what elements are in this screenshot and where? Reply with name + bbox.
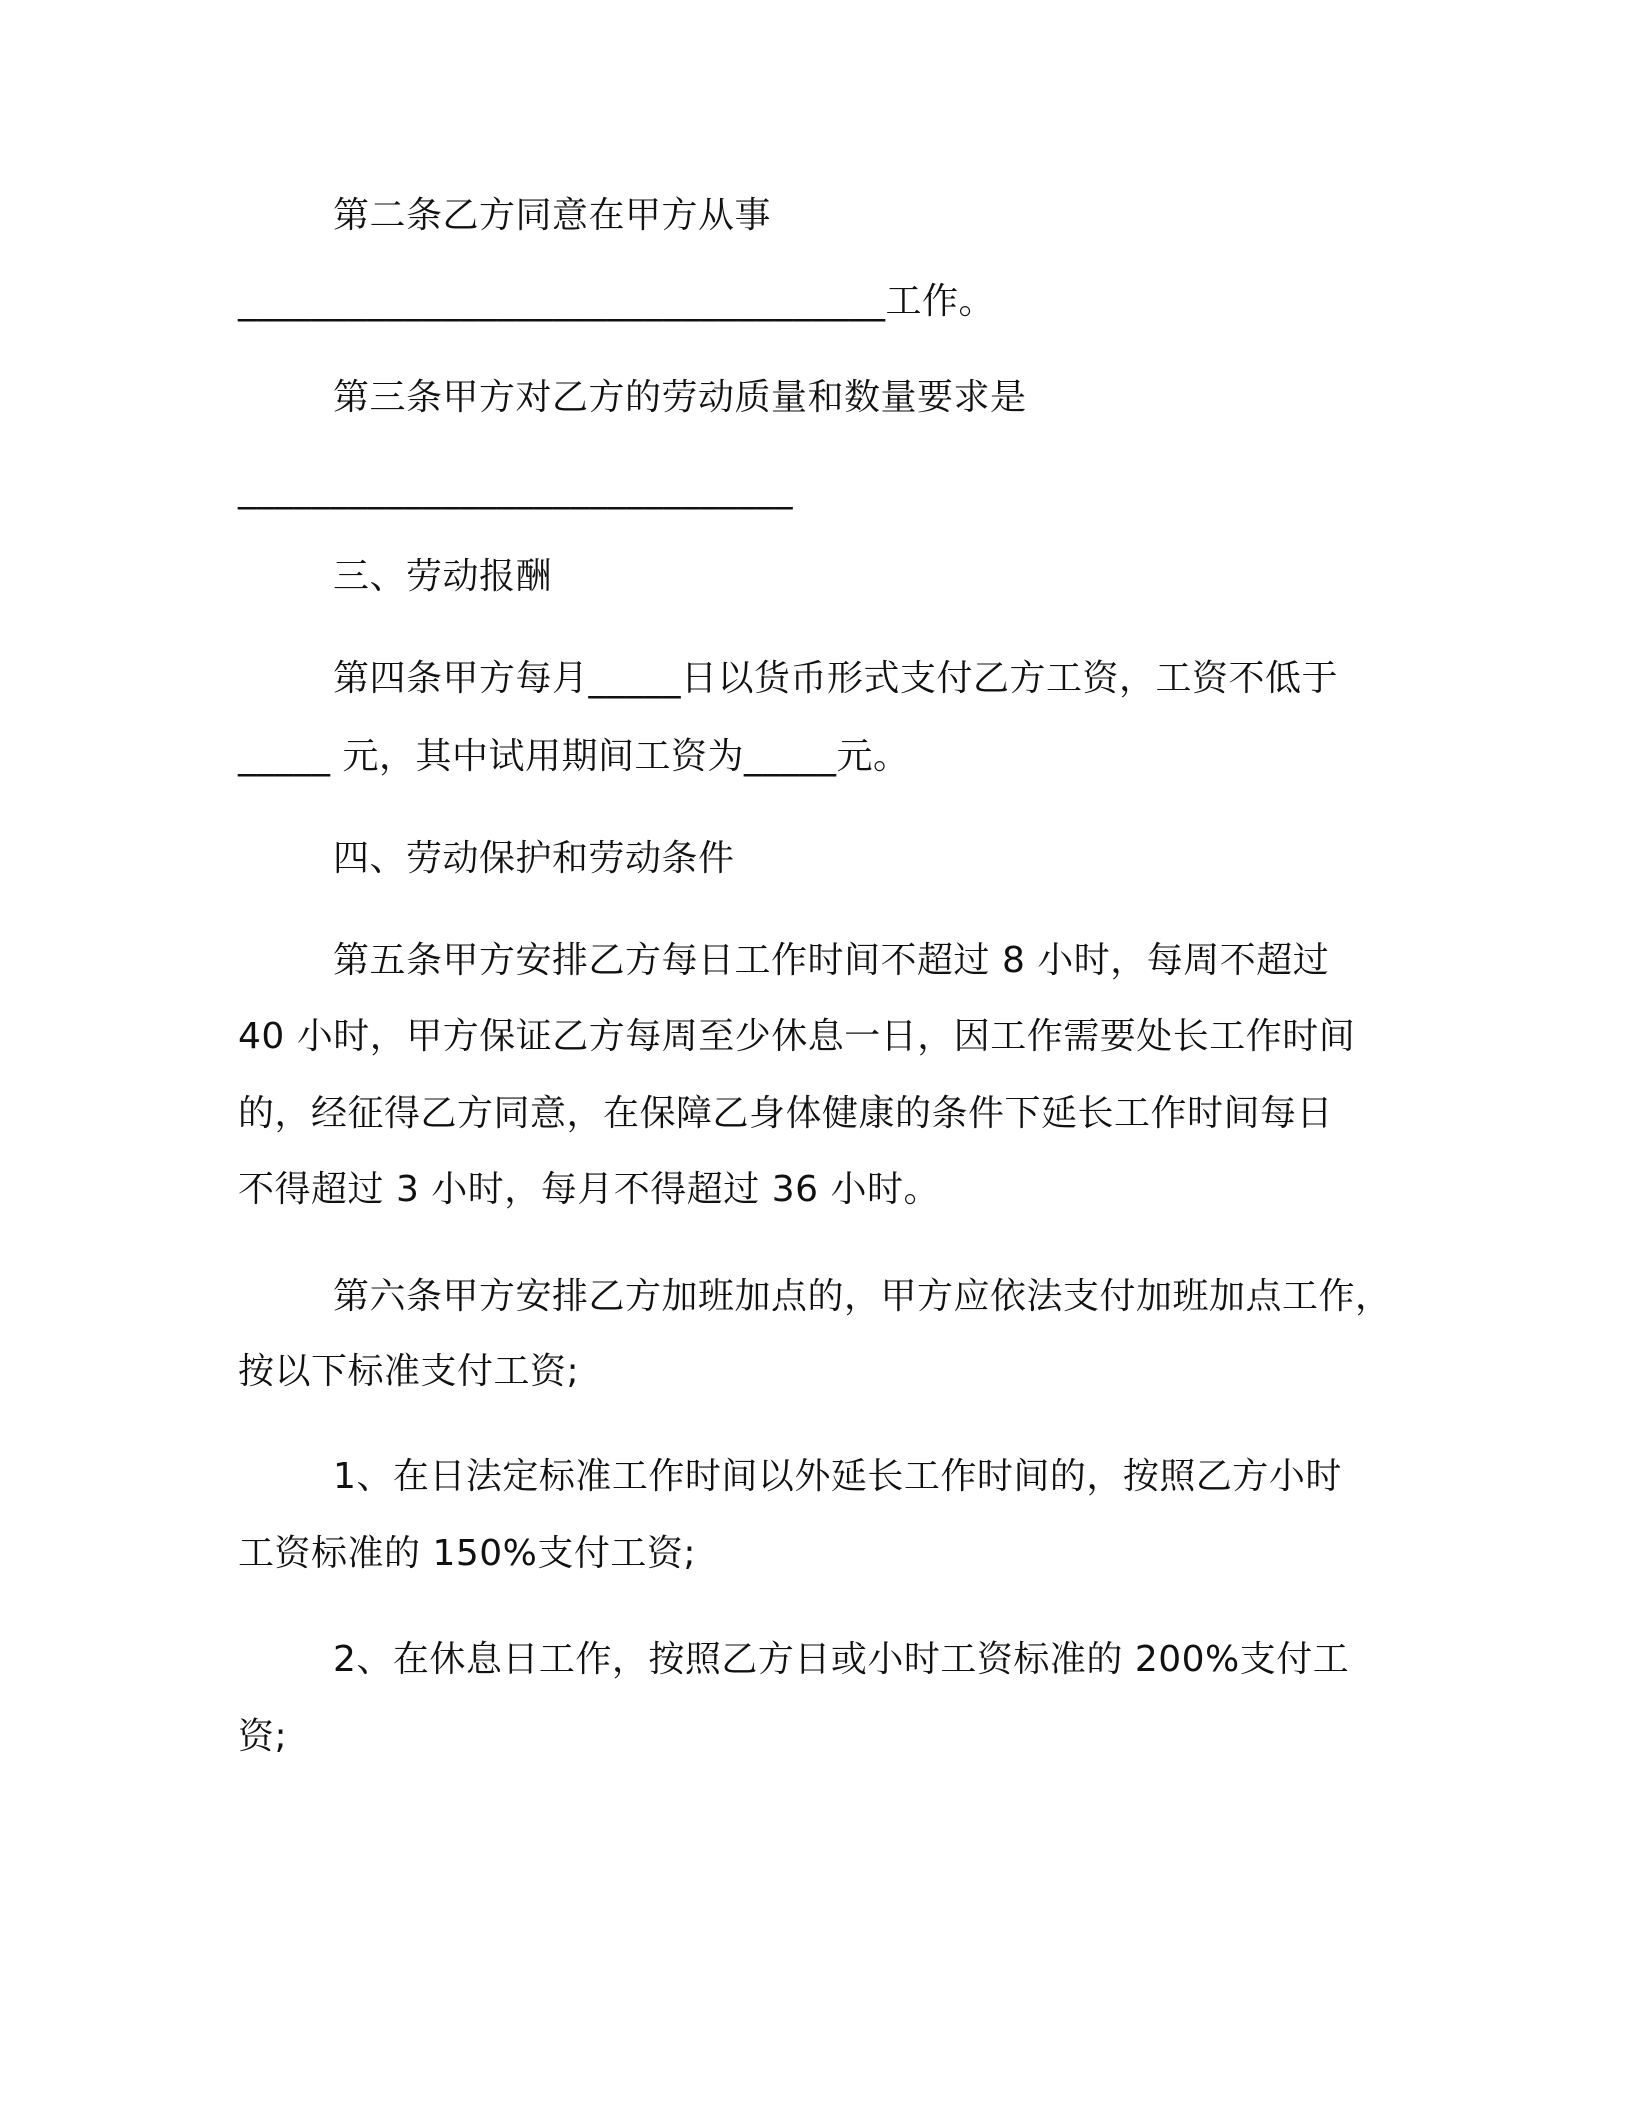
article-6-line-2: 按以下标准支付工资; bbox=[238, 1351, 580, 1392]
item-2-line-1: 2、在休息日工作，按照乙方日或小时工资标准的 200%支付工 bbox=[333, 1639, 1350, 1680]
article-4-line-1: 第四条甲方每月_____日以货币形式支付乙方工资，工资不低于 bbox=[333, 658, 1339, 699]
article-2-blank-line: ___________________________________工作。 bbox=[238, 281, 996, 322]
section-3-heading: 三、劳动报酬 bbox=[333, 556, 553, 597]
item-1-line-1: 1、在日法定标准工作时间以外延长工作时间的，按照乙方小时 bbox=[333, 1456, 1342, 1497]
item-2-line-2: 资; bbox=[238, 1716, 288, 1757]
article-5-line-3: 的，经征得乙方同意，在保障乙身体健康的条件下延长工作时间每日 bbox=[238, 1093, 1334, 1134]
article-3-blank-line: ______________________________ bbox=[238, 469, 793, 510]
article-6-line-1: 第六条甲方安排乙方加班加点的，甲方应依法支付加班加点工作， bbox=[333, 1276, 1392, 1317]
article-2-text: 第二条乙方同意在甲方从事 bbox=[333, 195, 772, 236]
article-4-line-2: _____ 元，其中试用期间工资为_____元。 bbox=[238, 736, 910, 777]
article-5-line-1: 第五条甲方安排乙方每日工作时间不超过 8 小时，每周不超过 bbox=[333, 940, 1330, 981]
section-4-heading: 四、劳动保护和劳动条件 bbox=[333, 838, 735, 879]
article-5-line-4: 不得超过 3 小时，每月不得超过 36 小时。 bbox=[238, 1169, 940, 1210]
article-3-text: 第三条甲方对乙方的劳动质量和数量要求是 bbox=[333, 377, 1027, 418]
item-1-line-2: 工资标准的 150%支付工资; bbox=[238, 1533, 696, 1574]
article-5-line-2: 40 小时，甲方保证乙方每周至少休息一日，因工作需要处长工作时间 bbox=[238, 1016, 1356, 1057]
